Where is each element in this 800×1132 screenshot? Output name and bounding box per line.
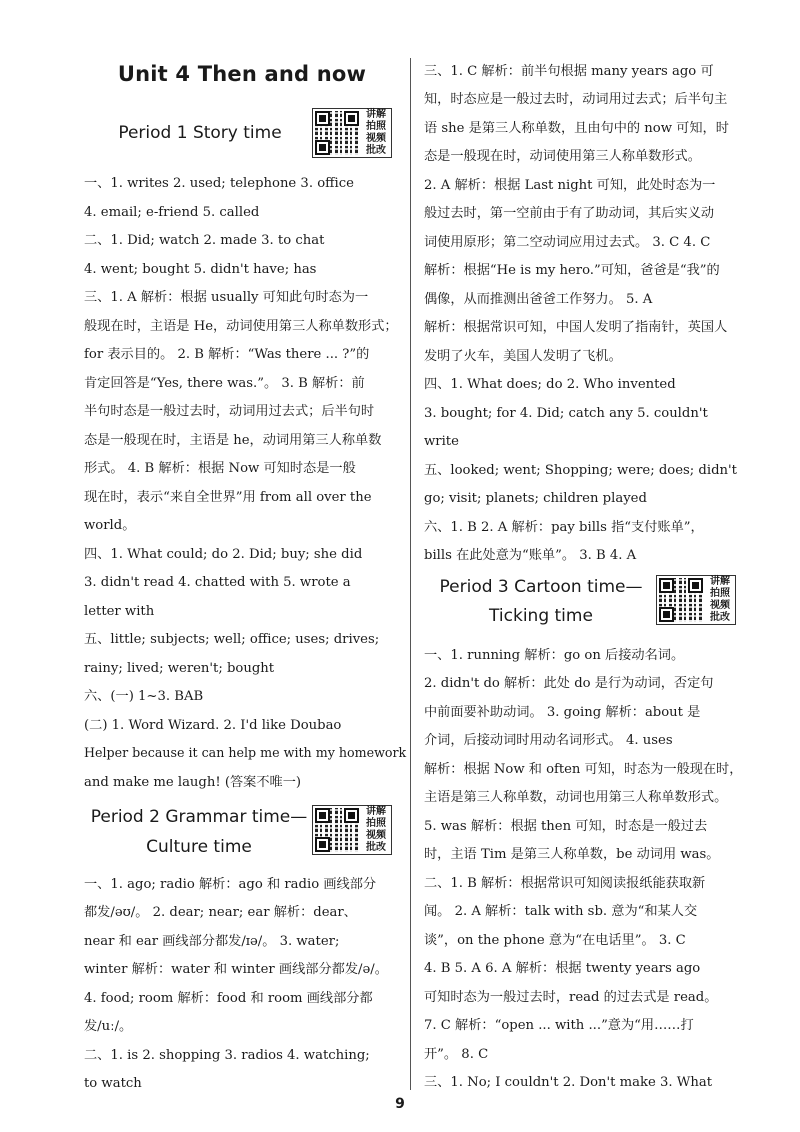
period-3-heading-line-1: Period 3 Cartoon time— <box>439 577 643 597</box>
qr-label: 讲解拍照视频批改 <box>710 576 730 623</box>
answer-line: 7. C 解析：“open ... with ...”意为“用……打 <box>424 1018 694 1033</box>
answer-line: 谈”，on the phone 意为“在电话里”。 3. C <box>424 933 686 948</box>
qr-code-period-3[interactable] <box>656 575 736 625</box>
answer-line: 解析：根据常识可知，中国人发明了指南针，英国人 <box>424 320 728 335</box>
answer-line: 三、1. A 解析：根据 usually 可知此句时态为一 <box>84 290 369 305</box>
answer-line: 现在时，表示“来自全世界”用 from all over the <box>84 490 372 505</box>
answer-line: 时，主语 Tim 是第三人称单数，be 动词用 was。 <box>424 847 720 862</box>
answer-line: letter with <box>84 604 155 619</box>
answer-line: 三、1. C 解析：前半句根据 many years ago 可 <box>424 64 714 79</box>
answer-line: 5. was 解析：根据 then 可知，时态是一般过去 <box>424 819 708 834</box>
answer-line: 都发/əʊ/。 2. dear; near; ear 解析：dear、 <box>84 905 357 920</box>
answer-line: 肯定回答是“Yes, there was.”。 3. B 解析：前 <box>84 376 365 391</box>
answer-line: 二、1. is 2. shopping 3. radios 4. watching; <box>84 1048 370 1063</box>
answer-line: 五、little; subjects; well; office; uses; drives; <box>84 632 380 647</box>
answer-line: 4. B 5. A 6. A 解析：根据 twenty years ago <box>424 961 701 976</box>
answer-line: 形式。 4. B 解析：根据 Now 可知时态是一般 <box>84 461 356 476</box>
qr-code-period-2[interactable] <box>312 805 392 855</box>
answer-line: 半句时态是一般过去时，动词用过去式；后半句时 <box>84 404 375 419</box>
qr-label: 讲解拍照视频批改 <box>366 806 386 853</box>
answer-line: (二) 1. Word Wizard. 2. I'd like Doubao <box>84 718 342 733</box>
period-3-heading-line-2: Ticking time <box>489 606 593 626</box>
answer-line: 三、1. No; I couldn't 2. Don't make 3. What <box>424 1075 712 1090</box>
unit-title: Unit 4 Then and now <box>117 62 367 86</box>
answer-line: 3. didn't read 4. chatted with 5. wrote a <box>84 575 351 590</box>
answer-line: 发明了火车，美国人发明了飞机。 <box>424 349 622 364</box>
answer-line: 解析：根据 Now 和 often 可知，时态为一般现在时， <box>424 762 743 777</box>
answer-line: 偶像，从而推测出爸爸工作努力。 5. A <box>424 292 653 307</box>
answer-line: 2. A 解析：根据 Last night 可知，此处时态为一 <box>424 178 716 193</box>
answer-line: 开”。 8. C <box>424 1047 489 1062</box>
answer-line: 四、1. What could; do 2. Did; buy; she did <box>84 547 363 562</box>
period-2-heading-line-2: Culture time <box>146 837 252 857</box>
answer-line: 六、1. B 2. A 解析：pay bills 指“支付账单”， <box>424 520 704 535</box>
answer-line: 二、1. Did; watch 2. made 3. to chat <box>84 233 325 248</box>
period-1-heading: Period 1 Story time <box>118 123 282 143</box>
answer-line: 4. email; e-friend 5. called <box>84 205 260 220</box>
answer-line: 一、1. ago; radio 解析：ago 和 radio 画线部分 <box>84 877 377 892</box>
answer-line: 3. bought; for 4. Did; catch any 5. couldn't <box>424 406 708 421</box>
period-2-heading-line-1: Period 2 Grammar time— <box>90 807 308 827</box>
answer-line: and make me laugh! (答案不唯一) <box>84 775 302 790</box>
answer-line: 态是一般现在时，主语是 he，动词用第三人称单数 <box>84 433 382 448</box>
answer-line: 四、1. What does; do 2. Who invented <box>424 377 676 392</box>
answer-line: Helper because it can help me with my homework <box>84 746 407 761</box>
answer-line: 知，时态应是一般过去时，动词用过去式；后半句主 <box>424 92 728 107</box>
answer-line: 二、1. B 解析：根据常识可知阅读报纸能获取新 <box>424 876 706 891</box>
answer-line: 一、1. writes 2. used; telephone 3. office <box>84 176 354 191</box>
qr-code-icon <box>315 111 359 155</box>
answer-line: go; visit; planets; children played <box>424 491 647 506</box>
answer-line: 4. food; room 解析：food 和 room 画线部分都 <box>84 991 373 1006</box>
answer-line: 可知时态为一般过去时，read 的过去式是 read。 <box>424 990 718 1005</box>
qr-label: 讲解拍照视频批改 <box>366 109 386 156</box>
answer-line: for 表示目的。 2. B 解析：“Was there ... ?”的 <box>84 347 370 362</box>
answer-line: near 和 ear 画线部分都发/ɪə/。 3. water; <box>84 934 340 949</box>
answer-line: to watch <box>84 1076 142 1091</box>
answer-line: 介词，后接动词时用动名词形式。 4. uses <box>424 733 673 748</box>
answer-line: 中前面要补助动词。 3. going 解析：about 是 <box>424 705 701 720</box>
answer-line: 2. didn't do 解析：此处 do 是行为动词，否定句 <box>424 676 714 691</box>
answer-line: bills 在此处意为“账单”。 3. B 4. A <box>424 548 637 563</box>
column-divider <box>410 58 411 1090</box>
answer-line: 六、(一) 1~3. BAB <box>84 689 204 704</box>
answer-line: 解析：根据“He is my hero.”可知，爸爸是“我”的 <box>424 263 720 278</box>
qr-code-icon <box>659 578 703 622</box>
answer-line: 般过去时，第一空前由于有了助动词，其后实义动 <box>424 206 715 221</box>
answer-line: 五、looked; went; Shopping; were; does; didn't <box>424 463 737 478</box>
answer-line: 词使用原形；第二空动词应用过去式。 3. C 4. C <box>424 235 711 250</box>
answer-line: 般现在时，主语是 He，动词使用第三人称单数形式； <box>84 319 398 334</box>
answer-line: 发/uː/。 <box>84 1019 133 1034</box>
answer-line: 态是一般现在时，动词使用第三人称单数形式。 <box>424 149 701 164</box>
answer-line: winter 解析：water 和 winter 画线部分都发/ə/。 <box>84 962 388 977</box>
answer-line: world。 <box>84 518 136 533</box>
answer-line: 闻。 2. A 解析：talk with sb. 意为“和某人交 <box>424 904 698 919</box>
qr-code-icon <box>315 808 359 852</box>
answer-line: 一、1. running 解析：go on 后接动名词。 <box>424 648 685 663</box>
answer-line: 主语是第三人称单数，动词也用第三人称单数形式。 <box>424 790 728 805</box>
answer-line: 4. went; bought 5. didn't have; has <box>84 262 317 277</box>
answer-line: write <box>424 434 459 449</box>
answer-line: rainy; lived; weren't; bought <box>84 661 275 676</box>
qr-code-period-1[interactable] <box>312 108 392 158</box>
page-number: 9 <box>395 1096 405 1112</box>
answer-line: 语 she 是第三人称单数，且由句中的 now 可知，时 <box>424 121 729 136</box>
